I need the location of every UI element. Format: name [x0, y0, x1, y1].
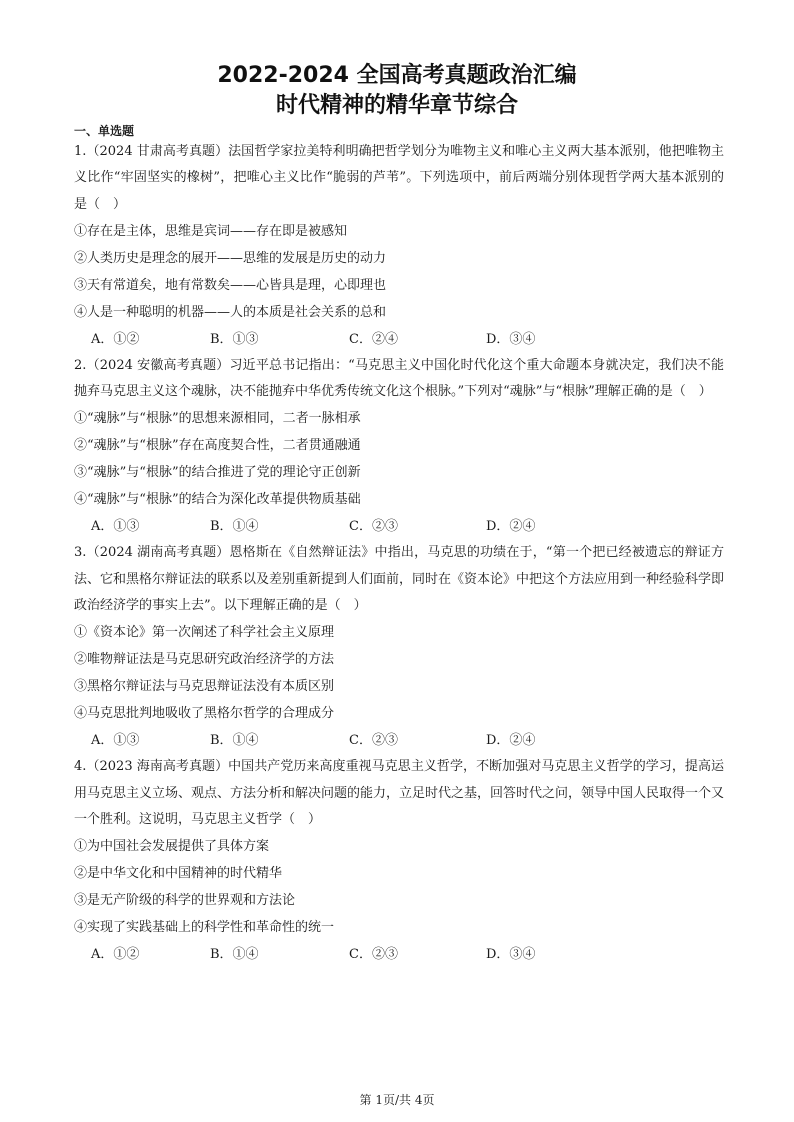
question-1-statement-3: ③天有常道矣，地有常数矣——心皆具是理，心即理也 [74, 277, 387, 293]
question-2-statement-2: ②“魂脉”与“根脉”存在高度契合性，二者贯通融通 [74, 438, 361, 454]
question-4-choice-d: D．③④ [486, 947, 536, 963]
question-2-choice-c: C．②③ [349, 519, 398, 535]
question-3-stem: 3.（2024 湖南高考真题）恩格斯在《自然辩证法》中指出，马克思的功绩在于，“第一个把已经被遗忘的辩证方法、它和黑格尔辩证法的联系以及差别重新提到人们面前，同时在《资本论》中把这个方法应用到一种经验科学即政治经济学的事实上去”。以下理解正确的是（ ） [74, 545, 725, 614]
question-2-choice-b: B．①④ [210, 519, 259, 535]
question-3-statement-1: ①《资本论》第一次阐述了科学社会主义原理 [74, 625, 335, 641]
document-title-line-2: 时代精神的精华章节综合 [275, 93, 518, 118]
question-2-stem: 2.（2024 安徽高考真题）习近平总书记指出：“马克思主义中国化时代化这个重大命题本身就决定，我们决不能抛弃马克思主义这个魂脉，决不能抛弃中华优秀传统文化这个根脉。”下列对“魂脉”与“根脉”理解正确的是（ ） [74, 357, 724, 400]
question-3-statement-4: ④马克思批判地吸收了黑格尔哲学的合理成分 [74, 706, 335, 722]
question-2-statement-3: ③“魂脉”与“根脉”的结合推进了党的理论守正创新 [74, 465, 361, 481]
question-1-choice-d: D．③④ [486, 331, 536, 347]
question-3-choices [74, 727, 724, 754]
question-1-stem: 1.（2024 甘肃高考真题）法国哲学家拉美特利明确把哲学划分为唯物主义和唯心主义两大基本派别，他把唯物主义比作“牢固坚实的橡树”，把唯心主义比作“脆弱的芦苇”。下列选项中，前后两端分别体现哲学两大基本派别的是（ ） [74, 144, 724, 212]
section-heading: 一、单选题 [74, 124, 135, 138]
question-1-choice-c: C．②④ [349, 331, 398, 347]
question-2-statement-1: ①“魂脉”与“根脉”的思想来源相同，二者一脉相承 [74, 411, 361, 427]
document-title-line-1: 2022-2024 全国高考真题政治汇编 [217, 63, 577, 88]
question-4-stem: 4.（2023 海南高考真题）中国共产党历来高度重视马克思主义哲学，不断加强对马克思主义哲学的学习，提高运用马克思主义立场、观点、方法分析和解决问题的能力，立足时代之基，回答时代之问，领导中国人民取得一个又一个胜利。这说明，马克思主义哲学（ ） [74, 759, 725, 827]
question-2-choices [74, 513, 724, 540]
question-3 [74, 540, 724, 754]
question-1-statement-2: ②人类历史是理念的展开——思维的发展是历史的动力 [74, 250, 387, 266]
question-4-statement-2: ②是中华文化和中国精神的时代精华 [74, 866, 283, 882]
question-4-statement-4: ④实现了实践基础上的科学性和革命性的统一 [74, 920, 335, 936]
question-4-choices [74, 941, 724, 968]
question-3-statement-2: ②唯物辩证法是马克思研究政治经济学的方法 [74, 652, 335, 668]
question-4-statement-1: ①为中国社会发展提供了具体方案 [74, 839, 270, 855]
question-1-choice-a: A．①② [91, 331, 140, 347]
question-3-choice-d: D．②④ [486, 733, 536, 749]
question-3-statement-3: ③黑格尔辩证法与马克思辩证法没有本质区别 [74, 679, 335, 695]
question-1-statement-1: ①存在是主体，思维是宾词——存在即是被感知 [74, 223, 348, 239]
question-1-choices [74, 326, 724, 353]
question-4-choice-b: B．①④ [210, 947, 259, 963]
question-1 [74, 139, 724, 353]
question-2-choice-d: D．②④ [486, 519, 536, 535]
question-2-choice-a: A．①③ [91, 519, 140, 535]
question-3-choice-c: C．②③ [349, 733, 398, 749]
question-3-choice-b: B．①④ [210, 733, 259, 749]
question-1-statement-4: ④人是一种聪明的机器——人的本质是社会关系的总和 [74, 304, 387, 320]
question-2-statement-4: ④“魂脉”与“根脉”的结合为深化改革提供物质基础 [74, 492, 361, 508]
question-4-choice-c: C．②③ [349, 947, 398, 963]
question-2 [74, 353, 724, 541]
question-3-choice-a: A．①③ [91, 733, 140, 749]
page-number: 第 1页/共 4页 [359, 1093, 435, 1107]
question-4-statement-3: ③是无产阶级的科学的世界观和方法论 [74, 893, 296, 909]
question-4 [74, 754, 724, 968]
questions-body [74, 139, 724, 968]
question-1-choice-b: B．①③ [210, 331, 259, 347]
question-4-choice-a: A．①② [91, 947, 140, 963]
